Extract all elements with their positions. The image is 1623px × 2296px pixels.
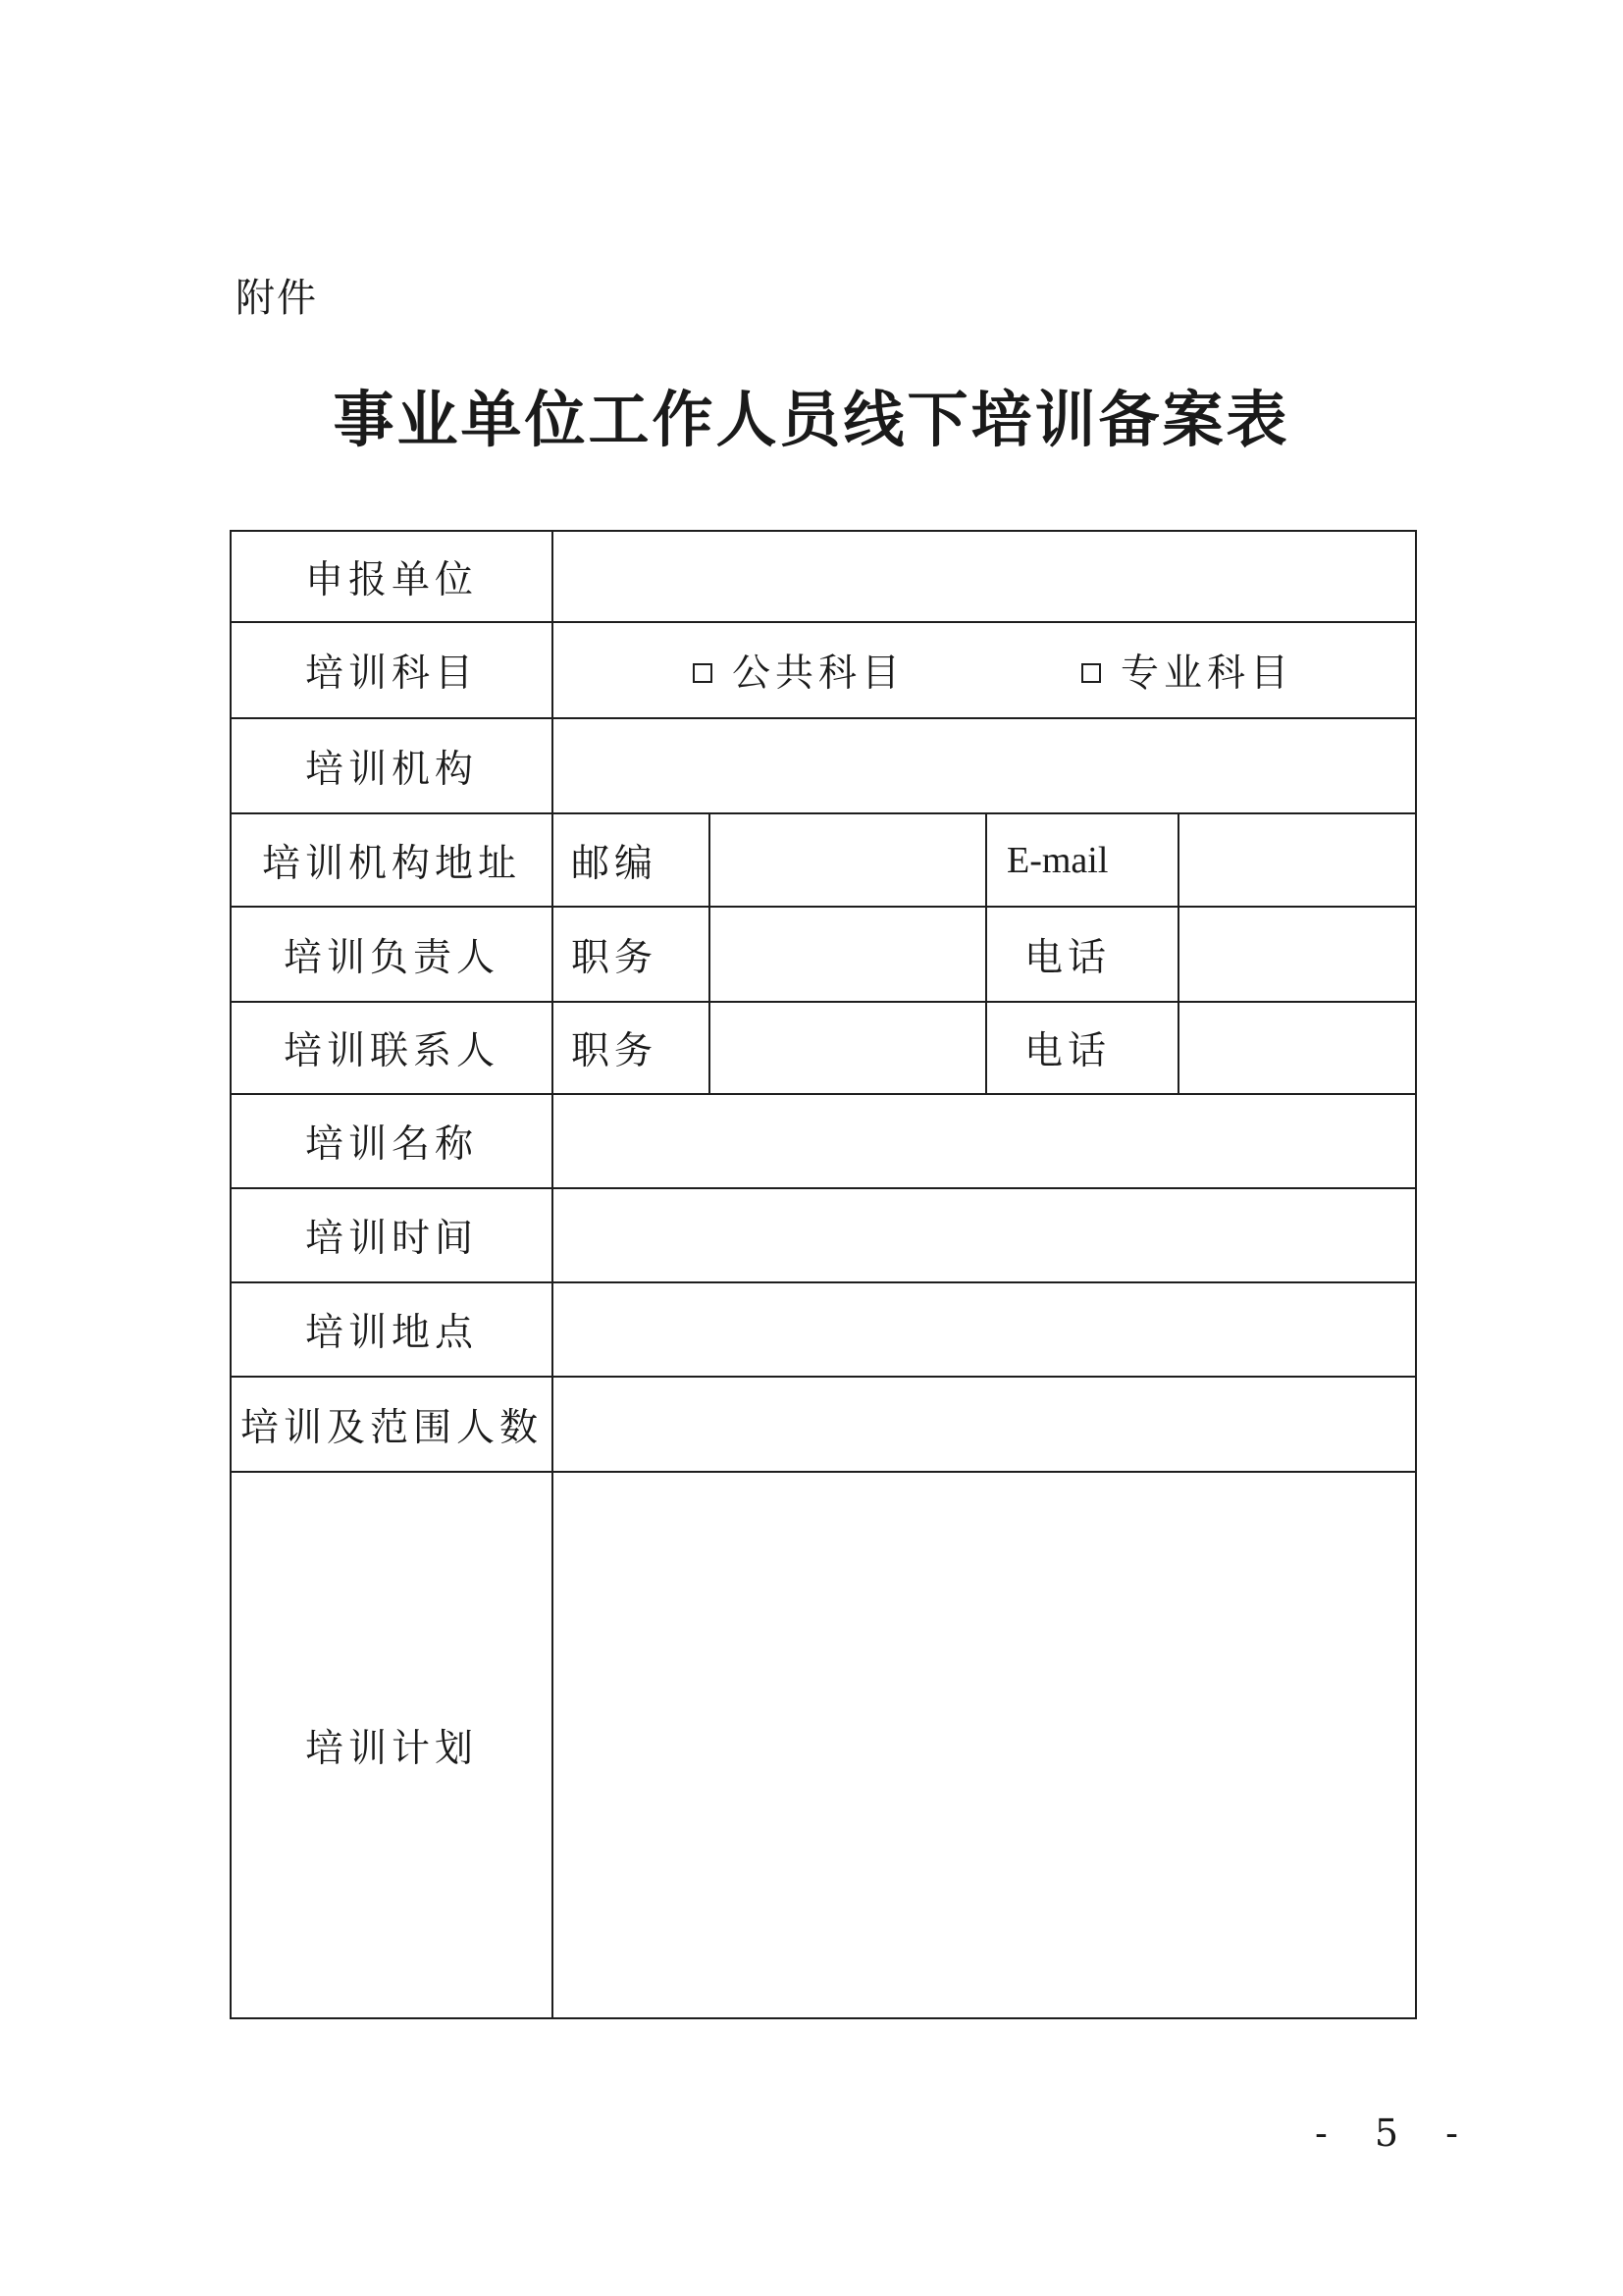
row-institution [231,718,1416,813]
row-address [231,813,1416,907]
option-professional[interactable] [1081,643,1293,698]
institution-label: 培训机构 [231,718,552,813]
row-plan [231,1472,1416,2018]
registration-form [230,530,1417,2019]
professional-checkbox[interactable] [1081,663,1101,683]
contact-phone-label: 电话 [986,1002,1178,1094]
training-location-label: 培训地点 [231,1282,552,1377]
responsible-position-field[interactable] [709,907,986,1002]
public-option-label: 公共科目 [732,652,906,696]
row-scope [231,1377,1416,1472]
row-name [231,1094,1416,1188]
attachment-label: 附件 [236,276,318,321]
postcode-field[interactable] [709,813,986,907]
email-field[interactable] [1178,813,1416,907]
public-checkbox[interactable] [693,663,712,683]
institution-field[interactable] [552,718,1416,813]
address-label: 培训机构地址 [231,813,552,907]
contact-phone-field[interactable] [1178,1002,1416,1094]
training-name-field[interactable] [552,1094,1416,1188]
postcode-label: 邮编 [552,813,709,907]
row-time [231,1188,1416,1282]
contact-position-label: 职务 [552,1002,709,1094]
responsible-label: 培训负责人 [231,907,552,1002]
row-location [231,1282,1416,1377]
row-responsible [231,907,1416,1002]
subject-options [552,622,1416,718]
form-title: 事业单位工作人员线下培训备案表 [333,384,1290,455]
option-public[interactable] [693,643,905,698]
training-time-label: 培训时间 [231,1188,552,1282]
training-plan-label: 培训计划 [231,1472,552,2018]
training-scope-field[interactable] [552,1377,1416,1472]
unit-field[interactable] [552,531,1416,622]
email-label: E-mail [986,813,1178,907]
contact-label: 培训联系人 [231,1002,552,1094]
subject-label: 培训科目 [231,622,552,718]
row-subject [231,622,1416,718]
responsible-phone-field[interactable] [1178,907,1416,1002]
row-contact [231,1002,1416,1094]
page-number: - 5 - [1315,2112,1477,2155]
responsible-phone-label: 电话 [986,907,1178,1002]
training-location-field[interactable] [552,1282,1416,1377]
training-time-field[interactable] [552,1188,1416,1282]
training-name-label: 培训名称 [231,1094,552,1188]
contact-position-field[interactable] [709,1002,986,1094]
unit-label: 申报单位 [231,531,552,622]
row-unit [231,531,1416,622]
training-plan-field[interactable] [552,1472,1416,2018]
responsible-position-label: 职务 [552,907,709,1002]
professional-option-label: 专业科目 [1121,652,1294,696]
training-scope-label: 培训及范围人数 [231,1377,552,1472]
